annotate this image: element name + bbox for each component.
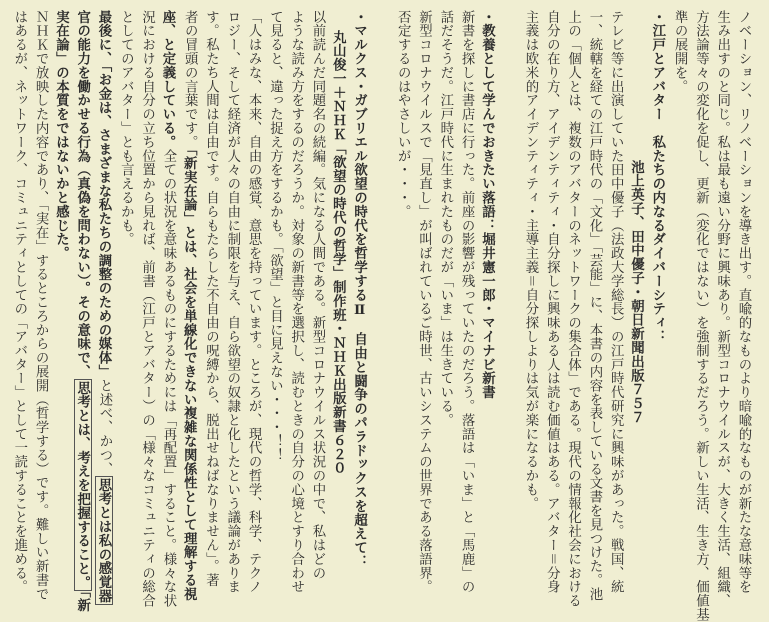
book-credit: 丸山俊一＋ＮＨＫ「欲望の時代の哲学」制作班・ＮＨＫ出版新書６２０ — [330, 30, 347, 475]
body-text: と述べ、かつ、 — [97, 378, 112, 476]
emphasis-text: 最後に、「お金は、さまざまな私たちの調整のための媒体」 — [96, 10, 112, 379]
text-column — [32, 10, 49, 601]
body-text: 「人はみな、本来、自由の感覚、意思を持っています。ところが、現代の哲学、科学、テクノ — [246, 10, 262, 594]
body-text: ロジー、そして経済が人々の自由に制限を与え、自ら欲望の奴隷と化したという議論がありま — [224, 10, 240, 594]
emphasis-text: 「新実在論」とは、社会を単線化できない複雑な関係性として理解する視 — [181, 149, 198, 601]
text-column — [671, 10, 687, 510]
body-text: 新型コロナウイルスで「見直し」が叫ばれているご時世、古いシステムの世界である落語界。 — [416, 10, 432, 594]
text-column — [586, 10, 602, 601]
body-text: す。私たち人間は自由です。自らもたらした不自由の呪縛から、脱出せねばなりません」。著 — [203, 10, 219, 588]
body-text: 新書を探しに書店に行った。前座の影響が残っていたのだろう。落語は「いま」と「馬鹿」の — [459, 10, 475, 594]
text-column — [117, 10, 133, 510]
text-column — [543, 10, 560, 594]
text-column — [159, 10, 176, 608]
body-text: 方法論等々の変化を促し、更新（変化ではない）を強制するだろう。新しい生活、生き方、価値基 — [693, 10, 709, 622]
body-text: 主義は欧米的アイデンティティ・主導主義＝自分探しよりは気が楽になるかも。 — [523, 10, 538, 511]
emphasis-text: ・教養として学んでおきたい落語：堀井憲一郎・マイナビ新書 — [479, 10, 496, 400]
body-text: としてのアバター」とも言えるかも。 — [118, 10, 134, 247]
text-column — [394, 10, 410, 510]
text-column — [266, 10, 282, 510]
text-column — [181, 10, 198, 601]
body-text: 一、統轄を経ての江戸時代の「文化」「芸能」に、本書の内容を表している文書を見つけた。池 — [586, 10, 602, 601]
text-column — [650, 10, 666, 510]
book-credit: 池上英子、田中優子・朝日新聞出版７５７ — [628, 160, 645, 425]
text-column — [735, 10, 751, 594]
body-text: 以前読んだ同題名の続編。気になる人間である。新型コロナウイルス状況の中で、私はどの — [310, 10, 325, 580]
text-column — [692, 10, 709, 622]
text-column — [309, 10, 325, 580]
text-column — [373, 10, 389, 510]
text-column — [245, 10, 262, 594]
body-text: 者の冒頭の言葉です。 — [182, 10, 198, 149]
text-column — [288, 10, 304, 594]
body-text: て見ると、違った捉え方をするかも。「欲望」と目に見えない・・・！！ — [267, 10, 283, 462]
emphasis-text: 官の能力を働かせる行為（真偽を問わない）。その意味で、 — [74, 10, 91, 379]
text-column — [330, 10, 346, 510]
emphasis-text: ・マルクス・ガブリエル欲望の時代を哲学するⅡ 自由と闘争のパラドックスを超えて： — [351, 10, 368, 569]
text-column — [501, 10, 517, 510]
body-text: はあるが、ネットワーク、コミュニティとしての「アバター」として一読することを進める。 — [11, 10, 27, 594]
body-text: 生み出すのと同じ。私は最も遠い分野に興味あり。新型コロナウイルスが、大きく生活、組織、 — [714, 10, 730, 608]
text-column — [351, 10, 368, 569]
text-column — [607, 10, 624, 594]
text-column — [437, 10, 453, 510]
boxed-emphasis-text: 思考とは私の感覚器 — [96, 477, 112, 604]
text-column — [11, 10, 27, 594]
text-column — [74, 10, 91, 613]
body-text: 全ての状況を意味あるものにするためには「再配置」すること。様々な状 — [160, 149, 176, 608]
text-column — [203, 10, 219, 588]
text-column — [522, 10, 538, 510]
emphasis-text: 実在論」の本質をではないかと感じた。 — [53, 10, 70, 261]
emphasis-text: 「新 — [74, 591, 91, 613]
body-text: ＮＨＫで放映した内容であり、「実在」するところからの展開（哲学する）です。難しい新書で — [33, 10, 49, 601]
text-column — [53, 10, 69, 510]
body-text: テレビ等に出演していた田中優子（法政大学総長）の江戸時代研究に興味があった。戦国、統 — [608, 10, 624, 594]
body-text: ノベーション、リノベーションを導き出す。直喩的なものより暗喩的なものが新たな意味等を — [736, 10, 751, 594]
text-column — [416, 10, 432, 594]
emphasis-text: ・江戸とアバター 私たちの内なるダイバーシティ： — [649, 10, 666, 344]
text-column — [224, 10, 240, 594]
body-text: 況における自分の立ち位置から見れば、前書（江戸とアバター）の「様々なコミュニティの総合 — [139, 10, 155, 608]
body-text: 話だそうだ。江戸時代に生まれたものだが「いま」は生きている。 — [437, 10, 453, 427]
body-text: 自分の在り方、アイデンティティ・自分探しに興味ある人は読む価値はある。アバター＝分身 — [544, 10, 560, 594]
text-column — [458, 10, 475, 594]
body-text: 準の展開を。 — [672, 10, 688, 94]
text-column — [629, 10, 645, 510]
text-column — [479, 10, 495, 510]
text-column — [714, 10, 730, 608]
text-column — [139, 10, 155, 608]
body-text: 上の「個人とは、複数のアバターのネットワークの集合体」である。現代の情報化社会における — [565, 10, 581, 608]
text-column — [565, 10, 581, 608]
text-column — [96, 10, 112, 604]
boxed-emphasis-text: 思考とは、考えを把握すること。 — [74, 380, 91, 590]
emphasis-text: 座、と定義している。 — [159, 10, 176, 149]
body-text: ような読み方をするのだろうか。対象の新書等を選択し、読むときの自分の心境とすり合わせ — [288, 10, 304, 594]
body-text: 否定するのはやさしいが・・・。 — [395, 10, 411, 219]
